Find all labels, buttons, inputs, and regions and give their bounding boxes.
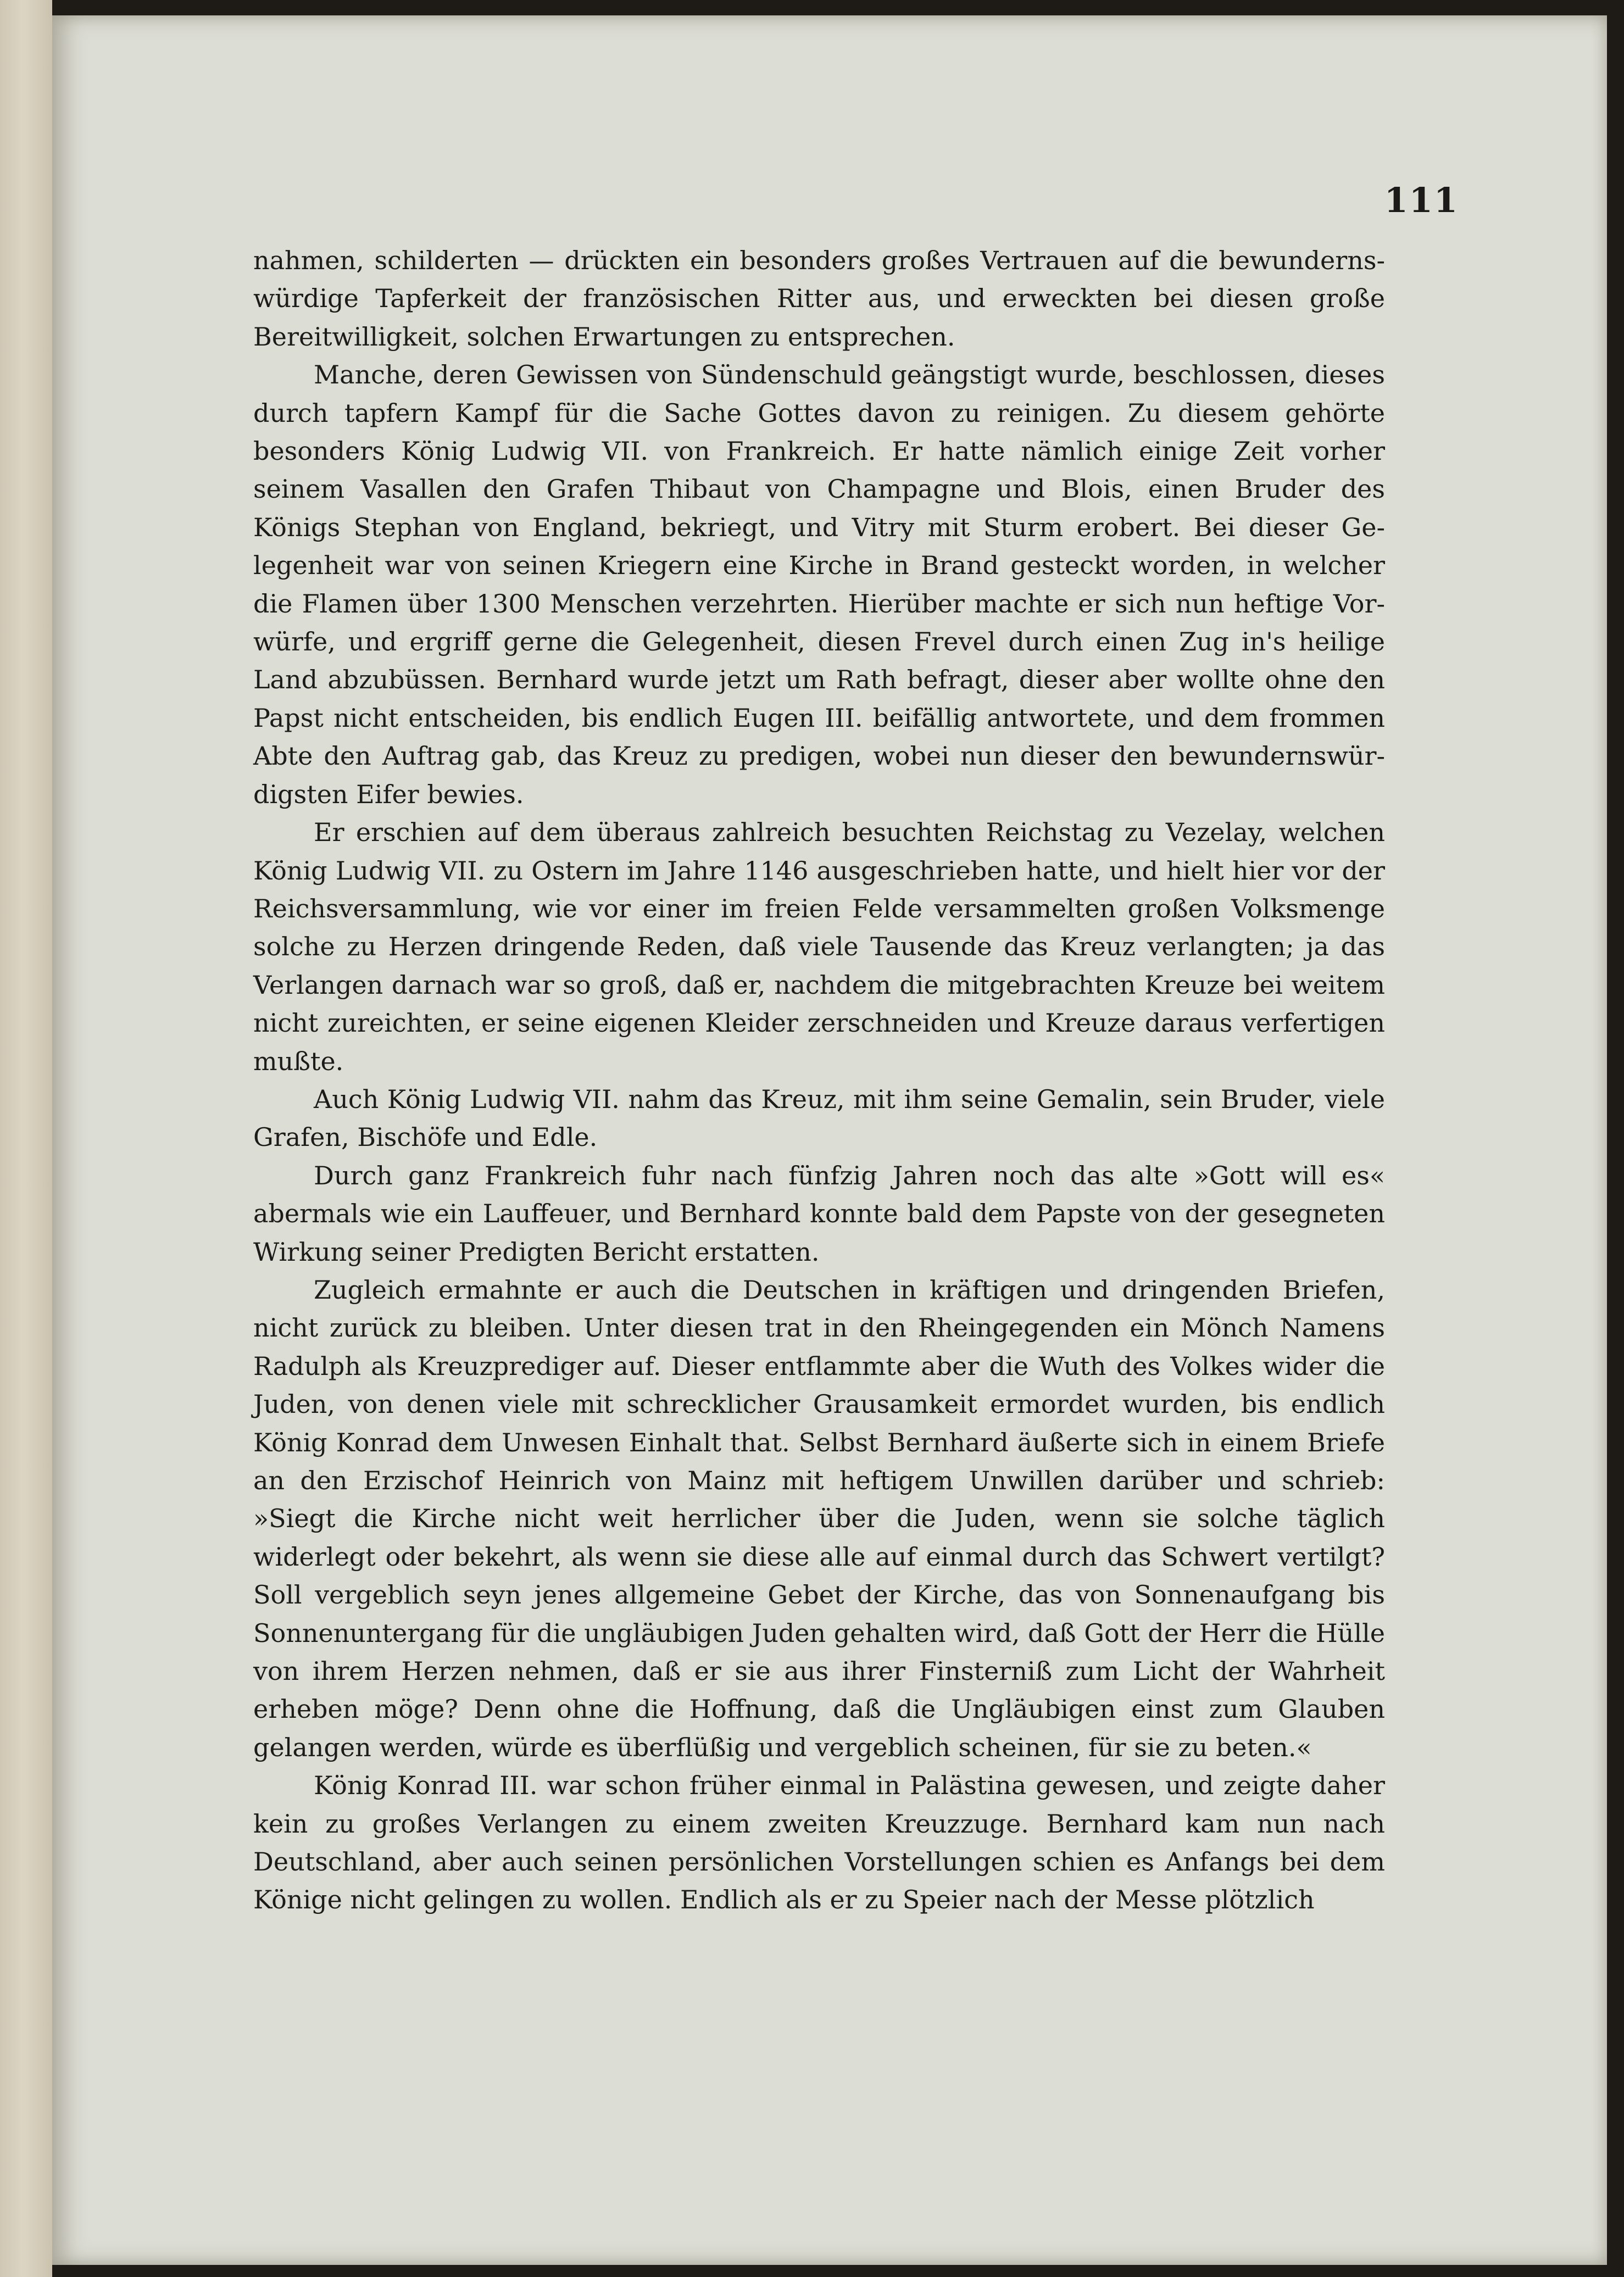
page-number: 111: [1384, 180, 1459, 220]
paragraph-6: Zugleich ermahnte er auch die Deutschen in kräftigen und dringenden Briefen, nicht zurück zu bleiben. Unter diesen trat in den Rheingegenden ein Mönch Namens Radulph als Kreuzprediger auf. Dieser entflammte aber die Wuth des Volkes wider die Juden, von denen viele mit schrecklicher Grausamkeit ermordet wurden, bis endlich König Konrad dem Unwesen Einhalt that. Selbst Bernhard äußerte sich in einem Briefe an den Erzischof Heinrich von Mainz mit heftigem Unwillen darüber und schrieb: »Siegt die Kirche nicht weit herrlicher über die Juden, wenn sie solche täglich widerlegt oder bekehrt, als wenn sie diese alle auf einmal durch das Schwert vertilgt? Soll vergeblich seyn jenes allgemeine Gebet der Kirche, das von Sonnenaufgang bis Sonnenuntergang für die ungläubigen Juden gehalten wird, daß Gott der Herr die Hülle von ihrem Herzen nehmen, daß er sie aus ihrer Finsterniß zum Licht der Wahrheit erheben möge? Denn ohne die Hoffnung, daß die Ungläubigen einst zum Glauben gelangen werden, würde es überflüßig und vergeblich scheinen, für sie zu beten.«: [253, 1274, 1385, 1762]
paragraph-3: Er erschien auf dem überaus zahlreich besuchten Reichstag zu Vezelay, welchen König Ludwig VII. zu Ostern im Jahre 1146 ausgeschrieben hatte, und hielt hier vor der Reichsversammlung, wie vor einer im freien Felde versammelten großen Volksmenge solche zu Herzen dringende Reden, daß viele Tausende das Kreuz verlangten; ja das Verlangen darnach war so groß, daß er, nachdem die mitgebrachten Kreuze bei weitem nicht zureichten, er seine eigenen Kleider zerschneiden und Kreuze daraus verfertigen mußte.: [253, 817, 1385, 1076]
paragraph-2: Manche, deren Gewissen von Sündenschuld geängstigt wurde, beschlossen, dieses durch tapfern Kampf für die Sache Gottes davon zu reinigen. Zu diesem gehörte besonders König Ludwig VII. von Frankreich. Er hatte nämlich einige Zeit vorher seinem Vasallen den Grafen Thibaut von Champagne und Blois, einen Bruder des Königs Stephan von England, bekriegt, und Vitry mit Sturm erobert. Bei dieser Gelegenheit war von seinen Kriegern eine Kirche in Brand gesteckt worden, in welcher die Flamen über 1300 Menschen verzehrten. Hierüber machte er sich nun heftige Vorwürfe, und ergriff gerne die Gelegenheit, diesen Frevel durch einen Zug in's heilige Land abzubüssen. Bernhard wurde jetzt um Rath befragt, dieser aber wollte ohne den Papst nicht entscheiden, bis endlich Eugen III. beifällig antwortete, und dem frommen Abte den Auftrag gab, das Kreuz zu predigen, wobei nun dieser den bewundernswürdigsten Eifer bewies.: [253, 360, 1385, 809]
paragraph-1: nahmen, schilderten — drückten ein besonders großes Vertrauen auf die bewundernswürdige Tapferkeit der französischen Ritter aus, und erweckten bei diesen große Bereitwilligkeit, solchen Erwartungen zu entsprechen.: [253, 246, 1385, 352]
book-page: [52, 15, 1607, 2265]
body-text: [253, 242, 1385, 1919]
paragraph-7: König Konrad III. war schon früher einmal in Palästina gewesen, und zeigte daher kein zu großes Verlangen zu einem zweiten Kreuzzuge. Bernhard kam nun nach Deutschland, aber auch seinen persönlichen Vorstellungen schien es Anfangs bei dem Könige nicht gelingen zu wollen. Endlich als er zu Speier nach der Messe plötzlich: [253, 1771, 1385, 1915]
paragraph-5: Durch ganz Frankreich fuhr nach fünfzig Jahren noch das alte »Gott will es« abermals wie ein Lauffeuer, und Bernhard konnte bald dem Papste von der gesegneten Wirkung seiner Predigten Bericht erstatten.: [253, 1160, 1385, 1267]
left-page-edge: [0, 0, 52, 2277]
paragraph-4: Auch König Ludwig VII. nahm das Kreuz, mit ihm seine Gemalin, sein Bruder, viele Grafen, Bischöfe und Edle.: [253, 1084, 1385, 1153]
